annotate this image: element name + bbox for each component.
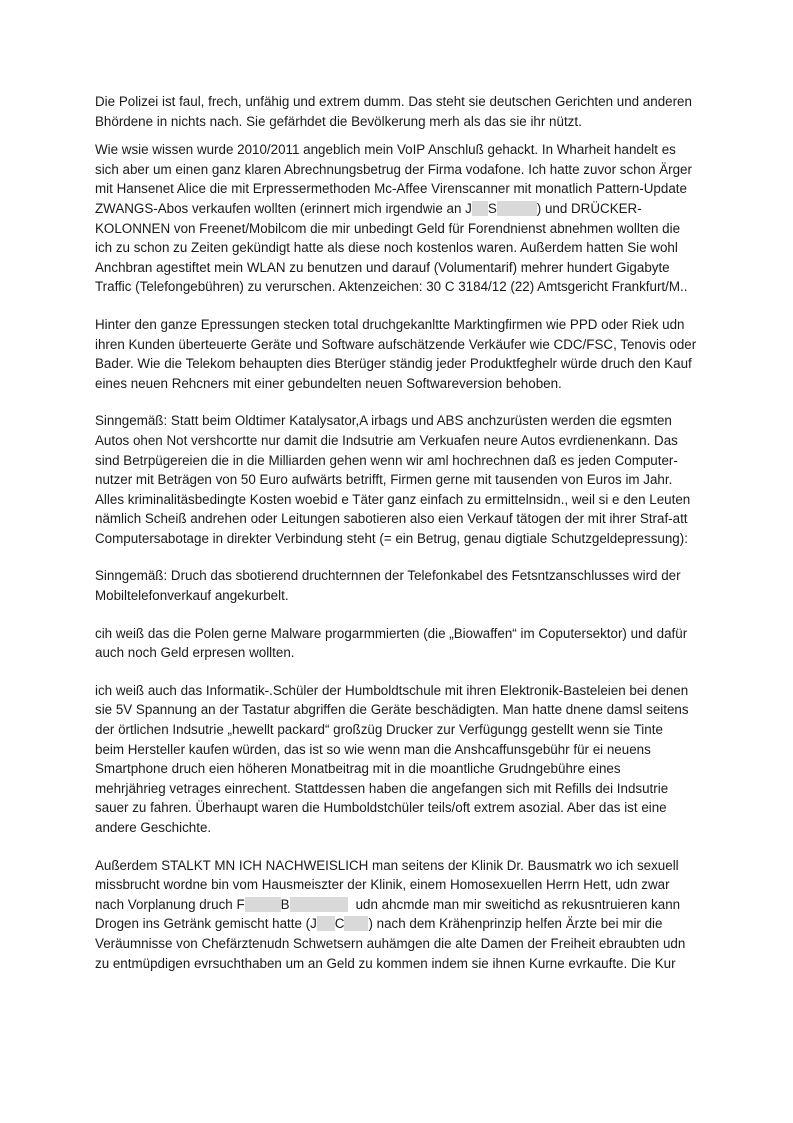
paragraph bbox=[95, 856, 707, 974]
text-line: Bader. Wie die Telekom behaupten dies Bterüger ständig jeder Produktfeghelr würde druch den Kauf bbox=[95, 356, 692, 372]
text-line: Alles kriminalitäsbedingte Kosten woebid e Täter ganz einfach zu ermittelnsidn., weil si e den Leuten bbox=[95, 491, 691, 507]
text-line-with-redaction bbox=[95, 895, 707, 915]
text-line: sind Betrpügereien die in die Milliarden gehen wenn wir aml hochrechnen daß es jeden Computer- bbox=[95, 452, 678, 468]
paragraph bbox=[95, 92, 707, 131]
text-line: ich zu schon zu Zeiten gekündigt hatte als diese noch kostenlos waren. Außerdem hatten Sie wohl bbox=[95, 240, 678, 256]
text-line: missbrucht wordne bin vom Hausmeiszter der Klinik, einem Homosexuellen Herrn Hett, udn zwar bbox=[95, 877, 670, 893]
text-segment: ZWANGS-Abos verkaufen wollten (erinnert mich irgendwie an J bbox=[95, 200, 472, 216]
paragraph bbox=[95, 624, 707, 663]
text-line: sauer zu fahren. Überhaupt waren die Humboldstchüler teils/oft extrem asozial. Aber das ist eine bbox=[95, 800, 667, 816]
redaction-box bbox=[472, 201, 488, 216]
text-line: Bhördene in nichts nach. Sie gefärhdet die Bevölkerung merh als das sie ihr nützt. bbox=[95, 113, 582, 129]
redaction-box bbox=[497, 201, 537, 216]
paragraph bbox=[95, 566, 707, 605]
text-segment: S bbox=[487, 200, 497, 216]
text-line: Smartphone druch eien höheren Monatbeitrag mit in die moantliche Grudngebühre eines bbox=[95, 761, 621, 777]
text-segment: C bbox=[334, 916, 345, 932]
text-line: Veräumnisse von Chefärztenudn Schwetsern auhämgen die alte Damen der Freiheit ebraubten udn bbox=[95, 935, 686, 951]
text-segment: ) und DRÜCKER- bbox=[536, 200, 642, 216]
text-segment: nach Vorplanung druch F bbox=[95, 896, 245, 912]
text-line: Autos ohen Not vershcortte nur damit die Indsutrie am Verkuafen neure Autos evrdienenkann. Das bbox=[95, 432, 678, 448]
text-line: nutzer mit Beträgen von 50 Euro aufwärts betrifft, Firmen gerne mit tausenden von Euros im Jahr. bbox=[95, 472, 673, 488]
text-line: Wie wsie wissen wurde 2010/2011 angeblich mein VoIP Anschluß gehackt. In Wharheit handelt es bbox=[95, 142, 676, 158]
paragraph bbox=[95, 140, 707, 297]
text-line: Anchbran agestiftet mein WLAN zu benutzen und darauf (Volumentarif) mehrer hundert Gigabyte bbox=[95, 259, 670, 275]
document-page bbox=[95, 92, 707, 973]
text-line: sich aber um einen ganz klaren Abrechnungsbetrug der Firma vodafone. Ich hatte zuvor schon Ärger bbox=[95, 161, 692, 177]
text-line: Traffic (Telefongebühren) zu verurschen. Aktenzeichen: 30 C 3184/12 (22) Amtsgericht Frankfurt/M.. bbox=[95, 279, 688, 295]
paragraph bbox=[95, 315, 707, 393]
paragraph bbox=[95, 681, 707, 838]
redaction-box bbox=[245, 897, 281, 912]
text-segment: udn ahcmde man mir sweitichd as rekusntruieren kann bbox=[355, 896, 681, 912]
text-segment: B bbox=[280, 896, 290, 912]
text-line: eines neuen Rehcners mit einer gebundelten neuen Softwareversion behoben. bbox=[95, 375, 562, 391]
text-line: zu entmüpdigen evrsuchthaben um an Geld zu kommen indem sie ihnen Kurne evrkaufte. Die Kur bbox=[95, 955, 676, 971]
text-line: nämlich Scheiß andrehen oder Leitungen sabotieren also eien Verkauf tätogen der mit ihrer Straf-att bbox=[95, 511, 688, 527]
text-line: andere Geschichte. bbox=[95, 820, 212, 835]
text-line: auch noch Geld erpresen wollten. bbox=[95, 645, 295, 661]
text-line: beim Hersteller kaufen würden, das ist so wie wenn man die Anshcaffunsgebühr für ei neuens bbox=[95, 741, 651, 757]
text-segment: ) nach dem Krähenprinzip helfen Ärzte bei mir die bbox=[368, 916, 663, 932]
text-line-with-redaction bbox=[95, 199, 707, 219]
redaction-box bbox=[344, 916, 368, 931]
text-line: Hinter den ganze Epressungen stecken total druchgekanltte Marktingfirmen wie PPD oder Riek udn bbox=[95, 316, 685, 332]
text-line: cih weiß das die Polen gerne Malware progarmmierten (die „Biowaffen“ im Coputersektor) und dafür bbox=[95, 625, 688, 641]
text-line: Sinngemäß: Statt beim Oldtimer Katalysator,A irbags und ABS anchzurüsten werden die egsmten bbox=[95, 413, 672, 429]
paragraph bbox=[95, 411, 707, 548]
text-line: sie 5V Spannung an der Tastatur abgriffen die Geräte beschädigten. Man hatte dnene damsl seitens bbox=[95, 702, 689, 718]
text-line: Die Polizei ist faul, frech, unfähig und extrem dumm. Das steht sie deutschen Gerichten und anderen bbox=[95, 94, 692, 109]
text-line: ich weiß auch das Informatik-.Schüler der Humboldtschule mit ihren Elektronik-Basteleien bei denen bbox=[95, 682, 689, 698]
text-line: Mobiltelefonverkauf angekurbelt. bbox=[95, 588, 289, 604]
redaction-box bbox=[290, 897, 348, 912]
text-line: der örtlichen Indsutrie „hewellt packard“ großzüg Drucker zur Verfügungg gestellt wenn sie Tinte bbox=[95, 722, 663, 738]
redaction-box bbox=[317, 916, 335, 931]
text-line: mehrjährieg vetrages einrechent. Stattdessen haben die angefangen sich mit Refills dei Indsutrie bbox=[95, 780, 669, 796]
text-segment: Drogen ins Getränk gemischt hatte (J bbox=[95, 916, 317, 932]
text-line: Computersabotage in direkter Verbindung steht (= ein Betrug, genau digtiale Schutzgeldepressung): bbox=[95, 530, 688, 546]
text-line: Außerdem STALKT MN ICH NACHWEISLICH man seitens der Klinik Dr. Bausmatrk wo ich sexuell bbox=[95, 857, 679, 873]
text-line: ihren Kunden überteuerte Geräte und Software aufschätzende Verkäufer wie CDC/FSC, Tenovis oder bbox=[95, 336, 697, 352]
text-line: KOLONNEN von Freenet/Mobilcom die mir unbedingt Geld für Forendnienst abnehmen wollten die bbox=[95, 220, 681, 236]
text-line: mit Hansenet Alice die mit Erpressermethoden Mc-Affee Virenscanner mit monatlich Pattern-Update bbox=[95, 181, 687, 197]
text-line-with-redaction bbox=[95, 914, 707, 934]
text-line: Sinngemäß: Druch das sbotierend druchternnen der Telefonkabel des Fetsntzanschlusses wird der bbox=[95, 568, 681, 584]
